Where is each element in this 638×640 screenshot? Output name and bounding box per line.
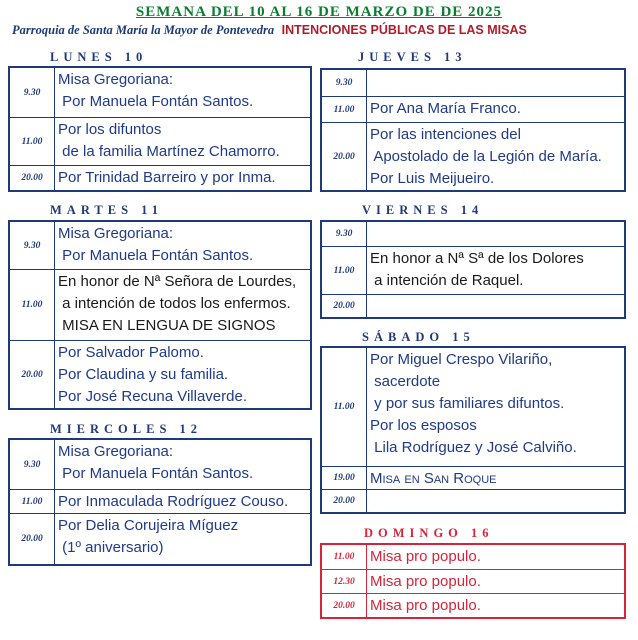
mass-time: 20.00: [10, 166, 55, 190]
intention-line: Por Manuela Fontán Santos.: [58, 93, 254, 110]
mass-row: [322, 96, 624, 122]
subtitle: [12, 23, 632, 38]
schedule-table-lunes: [8, 66, 312, 192]
intention-line: Por las intenciones del: [370, 126, 521, 143]
intention-line: En honor de Nª Señora de Lourdes,: [58, 273, 297, 290]
intention-line: Por Manuela Fontán Santos.: [58, 465, 254, 482]
parish-name: Parroquia de Santa María la Mayor de Pontevedra: [12, 23, 275, 37]
mass-time: 11.00: [10, 490, 55, 513]
mass-time: 20.00: [322, 490, 367, 512]
mass-row: [10, 489, 310, 513]
mass-row: [322, 70, 624, 96]
mass-row: [322, 348, 624, 466]
mass-intention: [367, 123, 624, 190]
mass-row: [10, 269, 310, 340]
mass-time: 20.00: [10, 341, 55, 408]
intention-line: Por José Recuna Villaverde.: [58, 388, 247, 405]
mass-intention: [367, 97, 624, 122]
intention-line: Por Delia Corujeira Míguez: [58, 517, 239, 534]
mass-row: [322, 122, 624, 190]
mass-row: [10, 440, 310, 489]
mass-row: [322, 294, 624, 317]
mass-time: 20.00: [322, 295, 367, 317]
mass-row: [322, 545, 624, 569]
day-heading-sabado: SÁBADO 15: [362, 330, 475, 344]
mass-row: [10, 165, 310, 190]
mass-intention: [55, 440, 310, 489]
mass-time: 9.30: [322, 70, 367, 96]
mass-intention: [55, 514, 310, 564]
day-heading-viernes: VIERNES 14: [362, 203, 484, 217]
schedule-table-jueves: [320, 68, 626, 192]
mass-intention: [367, 570, 624, 593]
intention-line: Apostolado de la Legión de María.: [370, 148, 602, 165]
schedule-table-viernes: [320, 220, 626, 319]
mass-time: 9.30: [10, 440, 55, 489]
intention-line: Por los esposos: [370, 417, 477, 434]
schedule-table-domingo: [320, 543, 626, 619]
mass-row: [10, 222, 310, 269]
intentions-heading: INTENCIONES PÚBLICAS DE LAS MISAS: [281, 23, 527, 37]
intention-line: (1º aniversario): [58, 539, 164, 556]
intention-line: Por Miguel Crespo Vilariño,: [370, 351, 553, 368]
intention-line: Por Ana María Franco.: [370, 100, 521, 117]
intention-line: sacerdote: [370, 373, 441, 390]
mass-time: 11.00: [322, 97, 367, 122]
mass-time: 9.30: [10, 222, 55, 269]
mass-time: 20.00: [322, 594, 367, 617]
mass-time: 12.30: [322, 570, 367, 593]
mass-intention: [55, 490, 310, 513]
mass-time: 11.00: [322, 247, 367, 294]
intention-line: Misa pro populo.: [370, 573, 481, 590]
mass-time: 19.00: [322, 467, 367, 489]
mass-intention: [55, 222, 310, 269]
intention-line: MISA EN LENGUA DE SIGNOS: [58, 317, 276, 334]
intention-line: Por Inmaculada Rodríguez Couso.: [58, 493, 289, 510]
intention-line: Misa Gregoriana:: [58, 71, 174, 88]
mass-row: [322, 489, 624, 512]
mass-intention: [55, 68, 310, 117]
day-heading-jueves: JUEVES 13: [358, 50, 467, 64]
intention-line: a intención de Raquel.: [370, 272, 524, 289]
intention-line: de la familia Martínez Chamorro.: [58, 143, 280, 160]
mass-time: 9.30: [10, 68, 55, 117]
day-heading-domingo: DOMINGO 16: [364, 526, 494, 540]
intention-line: Misa Gregoriana:: [58, 225, 174, 242]
mass-row: [322, 593, 624, 617]
mass-row: [10, 68, 310, 117]
intention-line: Por Trinidad Barreiro y por Inma.: [58, 169, 276, 186]
schedule-table-martes: [8, 220, 312, 410]
mass-intention: [367, 295, 624, 317]
intention-line: Por los difuntos: [58, 121, 162, 138]
mass-intention: [55, 118, 310, 165]
mass-time: 11.00: [322, 348, 367, 466]
mass-intention: [55, 270, 310, 340]
mass-intention: [55, 341, 310, 408]
mass-intention: [55, 166, 310, 190]
mass-intention: [367, 348, 624, 466]
page-title: SEMANA DEL 10 AL 16 DE MARZO DE DE 2025: [135, 4, 503, 20]
intention-line: Por Luis Meijueiro.: [370, 170, 495, 187]
mass-time: 11.00: [10, 270, 55, 340]
intention-line: Misa en San Roque: [370, 470, 497, 487]
mass-time: 11.00: [322, 545, 367, 569]
intention-line: Por Manuela Fontán Santos.: [58, 247, 254, 264]
intention-line: Lila Rodríguez y José Calviño.: [370, 439, 577, 456]
day-heading-lunes: LUNES 10: [50, 50, 148, 64]
mass-time: 20.00: [322, 123, 367, 190]
intention-line: Misa pro populo.: [370, 597, 481, 614]
intention-line: En honor a Nª Sª de los Dolores: [370, 250, 584, 267]
day-heading-martes: MARTES 11: [50, 203, 163, 217]
mass-intention: [367, 467, 624, 489]
intention-line: Por Salvador Palomo.: [58, 344, 204, 361]
mass-intention: [367, 545, 624, 569]
mass-row: [322, 569, 624, 593]
day-heading-miercoles: MIERCOLES 12: [50, 422, 203, 436]
mass-intention: [367, 247, 624, 294]
intention-line: Misa pro populo.: [370, 548, 481, 565]
mass-row: [10, 513, 310, 564]
intention-line: a intención de todos los enfermos.: [58, 295, 291, 312]
mass-time: 9.30: [322, 222, 367, 246]
mass-intention: [367, 70, 624, 96]
mass-intention: [367, 490, 624, 512]
mass-row: [322, 222, 624, 246]
mass-row: [322, 466, 624, 489]
intention-line: Por Claudina y su familia.: [58, 366, 229, 383]
intention-line: y por sus familiares difuntos.: [370, 395, 565, 412]
schedule-table-miercoles: [8, 438, 312, 566]
mass-intention: [367, 594, 624, 617]
mass-time: 20.00: [10, 514, 55, 564]
schedule-table-sabado: [320, 346, 626, 514]
mass-row: [322, 246, 624, 294]
mass-time: 11.00: [10, 118, 55, 165]
intention-line: Misa Gregoriana:: [58, 443, 174, 460]
mass-intention: [367, 222, 624, 246]
mass-row: [10, 117, 310, 165]
mass-row: [10, 340, 310, 408]
